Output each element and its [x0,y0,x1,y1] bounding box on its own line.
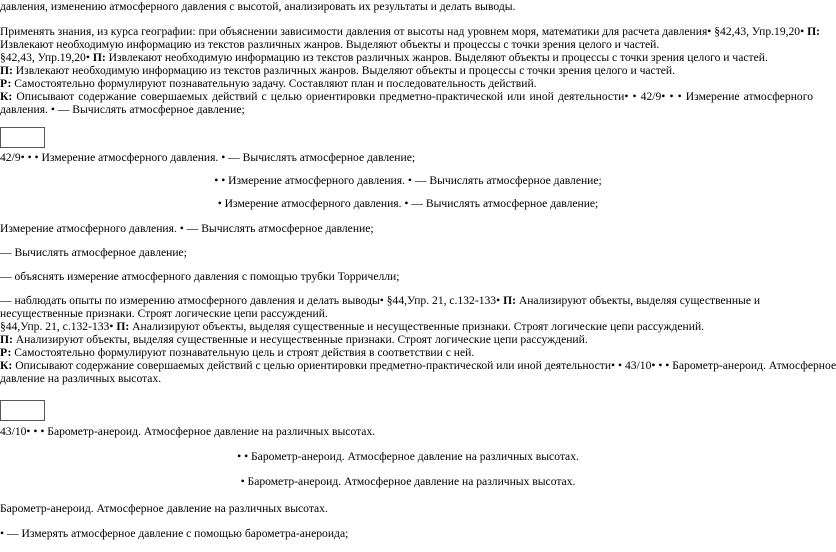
label-p: П: [0,64,13,77]
text-line: §42,43, Упр.19,20• П: Извлекают необходимую информацию из текстов различных жанров. Выделяют объекты и процессы с точки зрения целого и частей. [0,51,768,64]
text-line: давление на различных высотах. [0,372,162,385]
label-k: К: [0,359,13,372]
text-line: Извлекают необходимую информацию из текстов различных жанров. Выделяют объекты и процессы с точки зрения целого и частей. [0,38,660,51]
text-line: К: Описывают содержание совершаемых действий с целью ориентировки предметно-практической или иной деятельности• • 42/9• • • Измерение атмосферного [0,90,813,103]
text-line: П: Анализируют объекты, выделяя существенные и несущественные признаки. Строят логические цепи рассуждений. [0,333,588,346]
text-line: Барометр-анероид. Атмосферное давление на различных высотах. [0,502,328,515]
text-line: Применять знания, из курса географии: при объяснении зависимости давления от высоты над уровнем моря, математики для расчета давления• §42,43, Упр.19,20• П: [0,25,820,38]
text-line: давления. • — Вычислять атмосферное давление; [0,103,245,116]
empty-table-cell [0,127,45,148]
text-line: • Измерение атмосферного давления. • — Вычислять атмосферное давление; [217,197,599,210]
label-p: П: [92,51,106,64]
empty-table-cell [0,400,45,421]
text-line: 43/10• • • Барометр-анероид. Атмосферное давление на различных высотах. [0,425,376,438]
label-k: К: [0,90,13,103]
text-line: §44,Упр. 21, с.132-133• П: Анализируют объекты, выделяя существенные и несущественные признаки. Строят логические цепи рассуждений. [0,320,705,333]
text-line: Р: Самостоятельно формулируют познавательную задачу. Составляют план и последовательность действий. [0,77,537,90]
text-line: К: Описывают содержание совершаемых действий с целью ориентировки предметно-практической или иной деятельности• • 43/10• • • Барометр-анероид. Атмосферное [0,359,836,372]
label-p: П: [0,333,13,346]
text-line: Измерение атмосферного давления. • — Вычислять атмосферное давление; [0,222,374,235]
label-r: Р: [0,77,12,90]
text-line: — объяснять измерение атмосферного давления с помощью трубки Торричелли; [0,270,400,283]
text-line: П: Извлекают необходимую информацию из текстов различных жанров. Выделяют объекты и процессы с точки зрения целого и частей. [0,64,676,77]
text-line: • • Измерение атмосферного давления. • — Вычислять атмосферное давление; [214,174,602,187]
text-line: Р: Самостоятельно формулируют познавательную цель и строят действия в соответствии с ней. [0,346,475,359]
text-line: • Барометр-анероид. Атмосферное давление на различных высотах. [240,475,576,488]
label-p: П: [116,320,130,333]
text-line: 42/9• • • Измерение атмосферного давления. • — Вычислять атмосферное давление; [0,151,416,164]
text-line: — Вычислять атмосферное давление; [0,246,187,259]
label-p: П: [807,25,820,38]
text-line: давления, изменению атмосферного давления с высотой, анализировать их результаты и делать выводы. [0,0,516,13]
label-r: Р: [0,346,12,359]
text-line: • • Барометр-анероид. Атмосферное давление на различных высотах. [237,450,579,463]
text-line: — наблюдать опыты по измерению атмосферного давления и делать выводы• §44,Упр. 21, с.132-133• П: Анализируют объекты, выделяя существенные и [0,294,761,307]
label-p: П: [503,294,516,307]
text-line: • — Измерять атмосферное давление с помощью барометра-анероида; [0,527,349,540]
text-line: несущественные признаки. Строят логические цепи рассуждений. [0,307,328,320]
